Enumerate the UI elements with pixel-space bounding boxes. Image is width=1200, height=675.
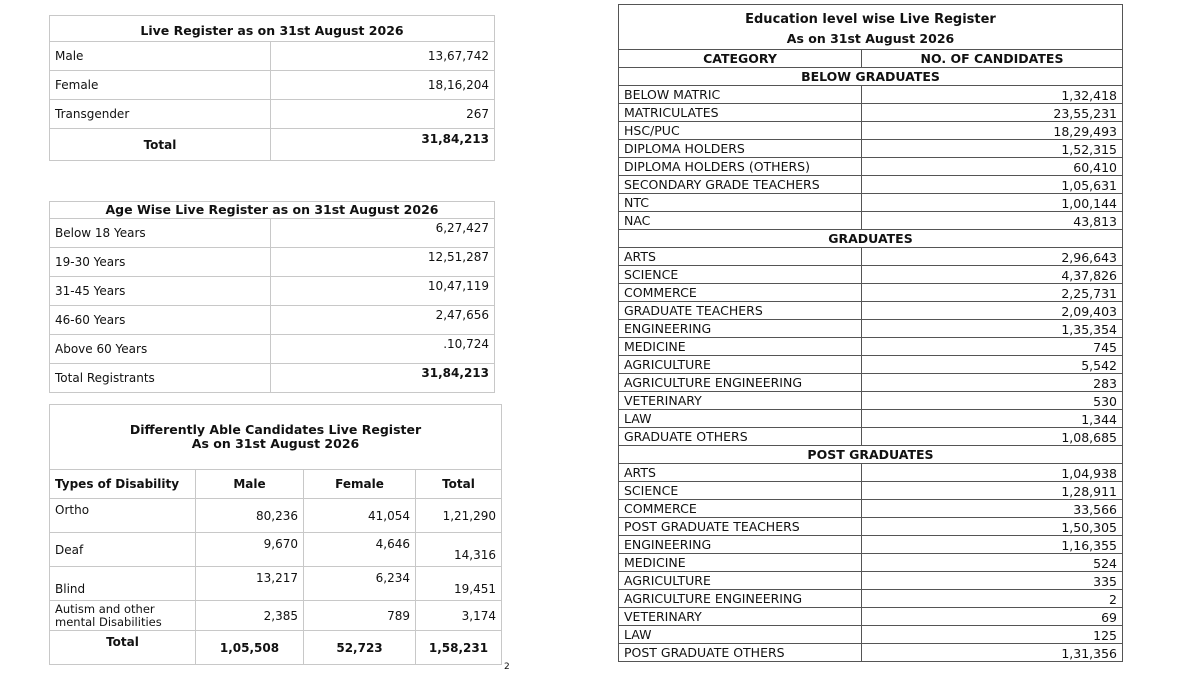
category-label: GRADUATE OTHERS bbox=[619, 428, 862, 446]
table-row bbox=[619, 356, 1123, 374]
table-row bbox=[619, 140, 1123, 158]
education-table-title: Education level wise Live Register bbox=[619, 5, 1123, 28]
candidate-count: 43,813 bbox=[862, 212, 1123, 230]
table-row bbox=[619, 320, 1123, 338]
candidate-count: 2,96,643 bbox=[862, 248, 1123, 266]
age-table-title: Age Wise Live Register as on 31st August 2026 bbox=[50, 202, 495, 219]
category-label: ENGINEERING bbox=[619, 320, 862, 338]
category-label: MEDICINE bbox=[619, 554, 862, 572]
female-count: 41,054 bbox=[304, 499, 416, 533]
candidate-count: 2,25,731 bbox=[862, 284, 1123, 302]
category-label: POST GRADUATE TEACHERS bbox=[619, 518, 862, 536]
disability-type: Ortho bbox=[50, 499, 196, 533]
age-label: Below 18 Years bbox=[50, 219, 271, 248]
table-row bbox=[50, 306, 495, 335]
section-heading: POST GRADUATES bbox=[619, 446, 1123, 464]
table-row bbox=[619, 644, 1123, 662]
gender-live-register-table bbox=[49, 15, 495, 161]
candidate-count: 2,09,403 bbox=[862, 302, 1123, 320]
category-label: POST GRADUATE OTHERS bbox=[619, 644, 862, 662]
gender-total-label: Total bbox=[50, 129, 271, 161]
candidate-count: 18,29,493 bbox=[862, 122, 1123, 140]
gender-label: Transgender bbox=[50, 100, 271, 129]
table-row bbox=[619, 212, 1123, 230]
table-row bbox=[619, 284, 1123, 302]
candidate-count: 1,08,685 bbox=[862, 428, 1123, 446]
table-row bbox=[619, 248, 1123, 266]
section-heading-row bbox=[619, 68, 1123, 86]
gender-label: Male bbox=[50, 42, 271, 71]
table-row bbox=[619, 626, 1123, 644]
total-count: 3,174 bbox=[416, 601, 502, 631]
category-label: VETERINARY bbox=[619, 392, 862, 410]
table-row bbox=[50, 248, 495, 277]
column-header: Types of Disability bbox=[50, 470, 196, 499]
total-count: 14,316 bbox=[416, 533, 502, 567]
category-label: GRADUATE TEACHERS bbox=[619, 302, 862, 320]
candidate-count: 60,410 bbox=[862, 158, 1123, 176]
age-label: 31-45 Years bbox=[50, 277, 271, 306]
male-count: 13,217 bbox=[196, 567, 304, 601]
section-heading-row bbox=[619, 446, 1123, 464]
section-heading: GRADUATES bbox=[619, 230, 1123, 248]
category-label: AGRICULTURE bbox=[619, 572, 862, 590]
category-label: BELOW MATRIC bbox=[619, 86, 862, 104]
disability-title-line1: Differently Able Candidates Live Register bbox=[129, 422, 422, 437]
table-row bbox=[619, 122, 1123, 140]
candidate-count: 23,55,231 bbox=[862, 104, 1123, 122]
category-label: ENGINEERING bbox=[619, 536, 862, 554]
candidate-count: 1,52,315 bbox=[862, 140, 1123, 158]
category-label: DIPLOMA HOLDERS bbox=[619, 140, 862, 158]
category-label: NTC bbox=[619, 194, 862, 212]
age-label: Above 60 Years bbox=[50, 335, 271, 364]
male-count: 2,385 bbox=[196, 601, 304, 631]
candidate-count: 524 bbox=[862, 554, 1123, 572]
category-label: LAW bbox=[619, 410, 862, 428]
age-label: 46-60 Years bbox=[50, 306, 271, 335]
table-row bbox=[50, 335, 495, 364]
total-count: 19,451 bbox=[416, 567, 502, 601]
table-row bbox=[619, 428, 1123, 446]
age-total-label: Total Registrants bbox=[50, 364, 271, 393]
age-value: 12,51,287 bbox=[271, 248, 495, 277]
category-label: SCIENCE bbox=[619, 482, 862, 500]
candidate-count: 283 bbox=[862, 374, 1123, 392]
disability-table-title bbox=[50, 405, 502, 470]
category-label: HSC/PUC bbox=[619, 122, 862, 140]
table-row bbox=[50, 219, 495, 248]
total-count: 1,21,290 bbox=[416, 499, 502, 533]
gender-value: 18,16,204 bbox=[271, 71, 495, 100]
table-row bbox=[619, 194, 1123, 212]
table-row bbox=[50, 533, 502, 567]
female-total: 52,723 bbox=[304, 631, 416, 665]
category-label: COMMERCE bbox=[619, 500, 862, 518]
header-row bbox=[50, 470, 502, 499]
disability-live-register-table bbox=[49, 404, 502, 665]
table-row bbox=[619, 464, 1123, 482]
table-row bbox=[50, 567, 502, 601]
gender-total-value: 31,84,213 bbox=[271, 129, 495, 161]
age-value: 6,27,427 bbox=[271, 219, 495, 248]
candidate-count: 69 bbox=[862, 608, 1123, 626]
table-row bbox=[619, 554, 1123, 572]
age-value: 2,47,656 bbox=[271, 306, 495, 335]
candidate-count: 4,37,826 bbox=[862, 266, 1123, 284]
table-row bbox=[619, 590, 1123, 608]
candidate-count: 1,28,911 bbox=[862, 482, 1123, 500]
category-label: LAW bbox=[619, 626, 862, 644]
candidate-count: 1,35,354 bbox=[862, 320, 1123, 338]
table-row bbox=[619, 176, 1123, 194]
category-label: AGRICULTURE ENGINEERING bbox=[619, 374, 862, 392]
disability-type: Deaf bbox=[50, 533, 196, 567]
candidate-count: 1,32,418 bbox=[862, 86, 1123, 104]
disability-type: Blind bbox=[50, 567, 196, 601]
table-row bbox=[619, 158, 1123, 176]
age-live-register-table bbox=[49, 201, 495, 393]
category-label: VETERINARY bbox=[619, 608, 862, 626]
category-label: DIPLOMA HOLDERS (OTHERS) bbox=[619, 158, 862, 176]
category-label: NAC bbox=[619, 212, 862, 230]
category-label: MATRICULATES bbox=[619, 104, 862, 122]
education-table-subtitle: As on 31st August 2026 bbox=[619, 27, 1123, 50]
male-count: 9,670 bbox=[196, 533, 304, 567]
candidate-count: 1,05,631 bbox=[862, 176, 1123, 194]
table-row bbox=[619, 500, 1123, 518]
category-label: AGRICULTURE ENGINEERING bbox=[619, 590, 862, 608]
table-row bbox=[619, 104, 1123, 122]
table-row bbox=[619, 410, 1123, 428]
male-count: 80,236 bbox=[196, 499, 304, 533]
table-row bbox=[619, 608, 1123, 626]
category-label: SECONDARY GRADE TEACHERS bbox=[619, 176, 862, 194]
table-row bbox=[619, 374, 1123, 392]
category-label: MEDICINE bbox=[619, 338, 862, 356]
disability-title-line2: As on 31st August 2026 bbox=[191, 436, 360, 451]
table-row bbox=[619, 86, 1123, 104]
column-header: Female bbox=[304, 470, 416, 499]
age-label: 19-30 Years bbox=[50, 248, 271, 277]
table-row bbox=[619, 392, 1123, 410]
category-label: SCIENCE bbox=[619, 266, 862, 284]
candidate-count: 745 bbox=[862, 338, 1123, 356]
table-row bbox=[619, 266, 1123, 284]
category-label: ARTS bbox=[619, 248, 862, 266]
table-row bbox=[50, 277, 495, 306]
female-count: 4,646 bbox=[304, 533, 416, 567]
candidate-count: 530 bbox=[862, 392, 1123, 410]
candidate-count: 1,344 bbox=[862, 410, 1123, 428]
column-header-category: CATEGORY bbox=[619, 50, 862, 68]
total-row bbox=[50, 631, 502, 665]
gender-label: Female bbox=[50, 71, 271, 100]
page-number: 2 bbox=[504, 662, 510, 672]
column-header: Total bbox=[416, 470, 502, 499]
table-row bbox=[50, 42, 495, 71]
candidate-count: 2 bbox=[862, 590, 1123, 608]
section-heading: BELOW GRADUATES bbox=[619, 68, 1123, 86]
candidate-count: 1,50,305 bbox=[862, 518, 1123, 536]
female-count: 789 bbox=[304, 601, 416, 631]
education-live-register-table bbox=[618, 4, 1123, 662]
grand-total: 1,58,231 bbox=[416, 631, 502, 665]
category-label: AGRICULTURE bbox=[619, 356, 862, 374]
candidate-count: 1,04,938 bbox=[862, 464, 1123, 482]
table-row bbox=[619, 536, 1123, 554]
candidate-count: 1,00,144 bbox=[862, 194, 1123, 212]
table-row bbox=[619, 572, 1123, 590]
category-label: COMMERCE bbox=[619, 284, 862, 302]
gender-value: 267 bbox=[271, 100, 495, 129]
candidate-count: 33,566 bbox=[862, 500, 1123, 518]
gender-value: 13,67,742 bbox=[271, 42, 495, 71]
disability-total-label: Total bbox=[50, 631, 196, 665]
candidate-count: 1,16,355 bbox=[862, 536, 1123, 554]
age-value: .10,724 bbox=[271, 335, 495, 364]
age-value: 10,47,119 bbox=[271, 277, 495, 306]
column-header: Male bbox=[196, 470, 304, 499]
disability-type: Autism and other mental Disabilities bbox=[50, 601, 196, 631]
table-row bbox=[50, 71, 495, 100]
total-row bbox=[50, 129, 495, 161]
section-heading-row bbox=[619, 230, 1123, 248]
table-row bbox=[50, 100, 495, 129]
table-row bbox=[619, 302, 1123, 320]
header-row bbox=[619, 50, 1123, 68]
table-row bbox=[50, 601, 502, 631]
candidate-count: 335 bbox=[862, 572, 1123, 590]
gender-table-title: Live Register as on 31st August 2026 bbox=[50, 16, 495, 42]
male-total: 1,05,508 bbox=[196, 631, 304, 665]
table-row bbox=[619, 518, 1123, 536]
table-row bbox=[50, 499, 502, 533]
candidate-count: 125 bbox=[862, 626, 1123, 644]
candidate-count: 5,542 bbox=[862, 356, 1123, 374]
table-row bbox=[619, 338, 1123, 356]
total-row bbox=[50, 364, 495, 393]
category-label: ARTS bbox=[619, 464, 862, 482]
table-row bbox=[619, 482, 1123, 500]
column-header-count: NO. OF CANDIDATES bbox=[862, 50, 1123, 68]
age-total-value: 31,84,213 bbox=[271, 364, 495, 393]
female-count: 6,234 bbox=[304, 567, 416, 601]
candidate-count: 1,31,356 bbox=[862, 644, 1123, 662]
